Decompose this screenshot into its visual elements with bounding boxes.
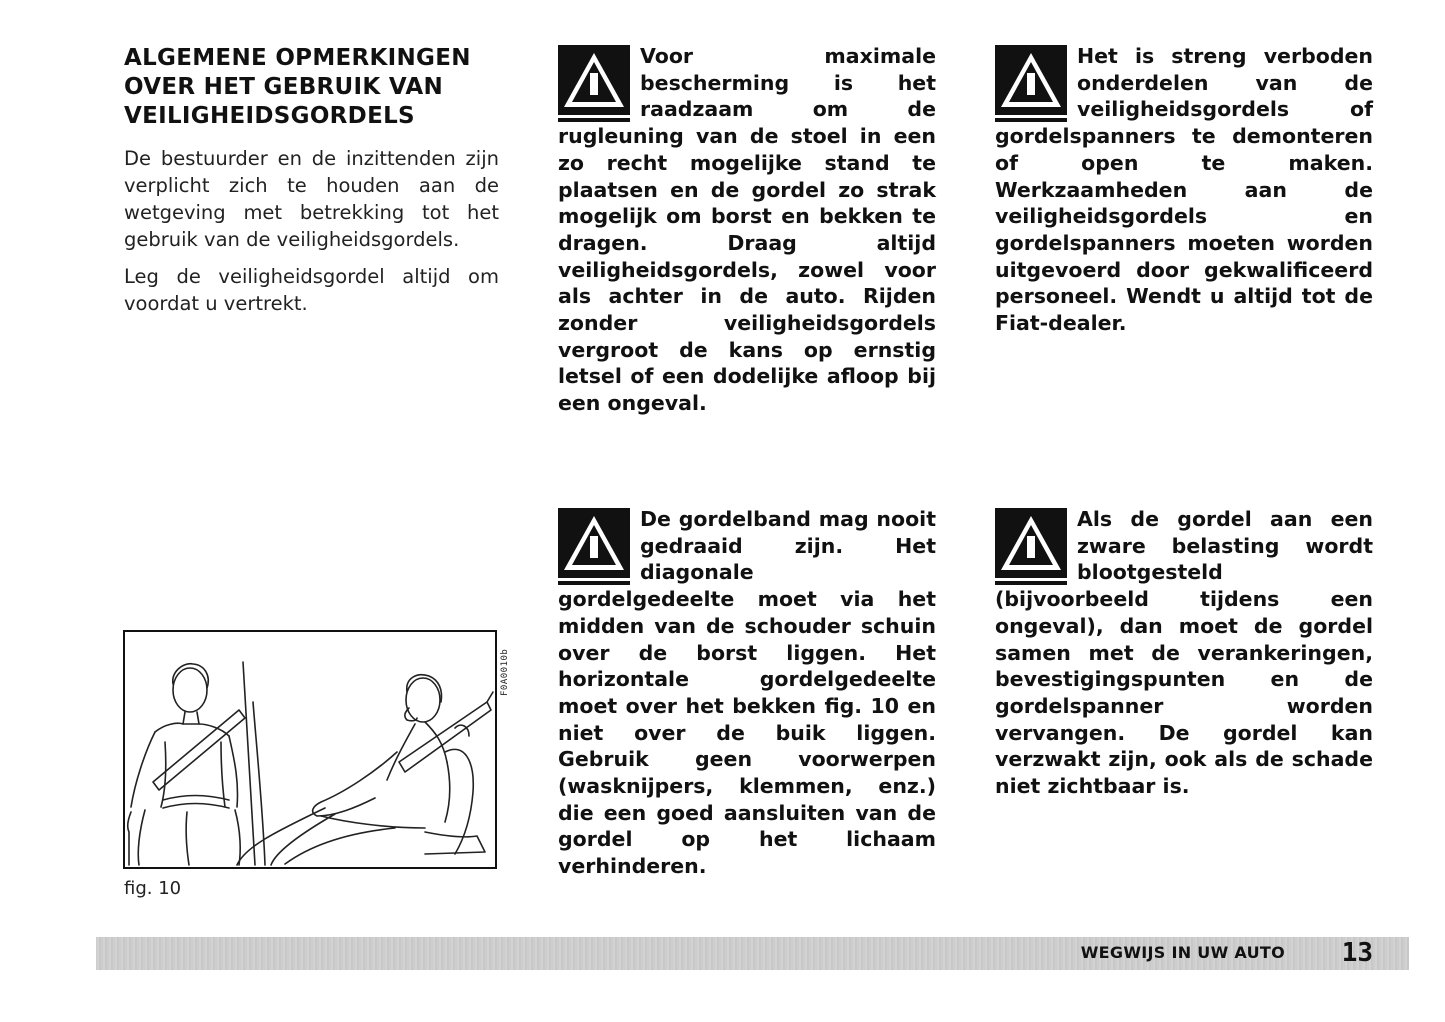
warning-block [995, 43, 1373, 337]
seatbelt-illustration [123, 630, 497, 869]
warning-triangle-icon [995, 45, 1067, 123]
warning-triangle-icon [995, 508, 1067, 586]
intro-section [124, 44, 499, 317]
warning-triangle-icon [558, 508, 630, 586]
warning-text: Het is streng verboden onderdelen van de veiligheidsgordels of gordelspanners te demonteren of open te maken. Werkzaamheden aan de veiligheidsgordels en gordelspanners moeten worden uitgevoerd door gekwalificeerd personeel. Wendt u altijd tot de Fiat-dealer. [995, 44, 1373, 336]
warning-block [995, 506, 1373, 800]
intro-paragraph: De bestuurder en de inzittenden zijn verplicht zich te houden aan de wetgeving met betrekking tot het gebruik van de veiligheidsgordels. [124, 147, 499, 251]
warning-triangle-icon [558, 45, 630, 123]
page-number: 13 [1341, 938, 1373, 968]
warning-text: Als de gordel aan een zware belasting wordt blootgesteld (bijvoorbeeld tijdens een ongeval), dan moet de gordel samen met de verankeringen, bevestigingspunten en de gordelspanner worden vervangen. De gordel kan verzwakt zijn, ook als de schade niet zichtbaar is. [995, 507, 1373, 799]
warning-text: Voor maximale bescherming is het raadzaam om de rugleuning van de stoel in een zo recht mogelijke stand te plaatsen en de gordel zo strak mogelijk om borst en bekken te dragen. Draag altijd veiligheidsgordels, zowel voor als achter in de auto. Rijden zonder veiligheidsgordels vergroot de kans op ernstig letsel of een dodelijke afloop bij een ongeval. [558, 44, 936, 416]
figure-caption: fig. 10 [124, 878, 182, 899]
footer-section-label: WEGWIJS IN UW AUTO [1080, 943, 1285, 962]
figure-code: F0A0010b [500, 648, 510, 696]
section-heading [124, 44, 499, 131]
page-footer [96, 937, 1409, 970]
heading-line: ALGEMENE OPMERKINGEN [124, 45, 471, 71]
warning-block [558, 506, 936, 880]
warning-text: De gordelband mag nooit gedraaid zijn. Het diagonale gordelgedeelte moet via het midden van de schouder schuin over de borst liggen. Het horizontale gordelgedeelte moet over het bekken fig. 10 en niet over de buik liggen. Gebruik geen voorwerpen (wasknijpers, klemmen, enz.) die een goed aansluiten van de gordel op het lichaam verhinderen. [558, 507, 936, 879]
heading-line: OVER HET GEBRUIK VAN [124, 74, 444, 100]
heading-line: VEILIGHEIDSGORDELS [124, 103, 415, 129]
intro-paragraph: Leg de veiligheidsgordel altijd om voordat u vertrekt. [124, 265, 499, 315]
warning-block [558, 43, 936, 417]
